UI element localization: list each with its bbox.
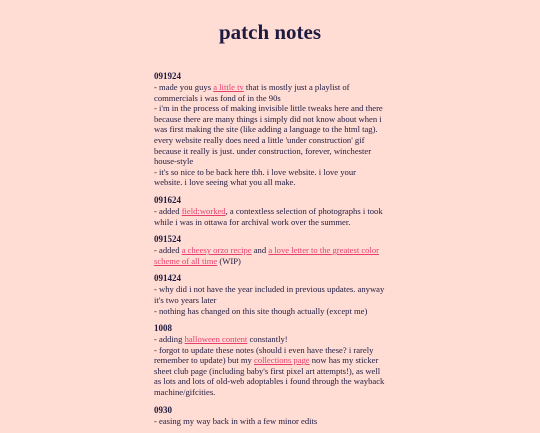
entry-text: - adding (154, 334, 185, 345)
color-scheme-letter-link[interactable]: a love letter to the greatest color scheme of all time (154, 245, 380, 266)
entry-text: - forgot to update these notes (should i even have these? i rarely remember to update) but my (154, 344, 374, 366)
entry-item (154, 206, 386, 227)
entry-date: 091424 (154, 273, 181, 284)
page-title: patch notes (218, 20, 322, 44)
field-worked-link[interactable]: field:worked (181, 205, 226, 216)
entry-text: and (251, 245, 269, 256)
entry-091524 (154, 234, 386, 266)
entry-item: - why did i not have the year included in previous updates. anyway it's two years later (154, 284, 385, 305)
entry-item (154, 82, 386, 103)
entry-date: 091624 (154, 194, 181, 205)
entry-0930 (154, 405, 386, 427)
entry-date: 0930 (154, 404, 172, 415)
entry-item (154, 245, 386, 266)
entry-091624 (154, 195, 386, 227)
patch-notes-list (154, 71, 386, 433)
entry-text: - added (154, 205, 182, 216)
halloween-content-link[interactable]: halloween content (184, 334, 248, 345)
entry-text: (WIP) (217, 255, 241, 266)
entry-date: 091924 (154, 71, 181, 81)
entry-item: - easing my way back in with a few minor edits (154, 415, 318, 426)
entry-091924 (154, 71, 386, 188)
entry-1008 (154, 323, 386, 398)
entry-text: - made you guys (154, 82, 214, 92)
collections-page-link[interactable]: collections page (254, 355, 310, 366)
entry-date: 091524 (154, 234, 181, 245)
entry-text: , a contextless selection of photographs i took while i was in ottawa for archival work over the summer. (154, 205, 383, 227)
entry-text: constantly! (247, 334, 288, 345)
entry-text: now has my sticker sheet club page (including baby's first pixel art attempts!), as well as lots and lots of old-web adoptables i found through the wayback machine/gifcities. (154, 355, 385, 398)
cheesy-orzo-recipe-link[interactable]: a cheesy orzo recipe (181, 245, 252, 256)
entry-item (154, 334, 386, 345)
entry-item: - nothing has changed on this site though actually (except me) (154, 305, 368, 316)
entry-text: that is mostly just a playlist of commercials i was fond of in the 90s (154, 82, 350, 103)
entry-item (154, 345, 386, 398)
entry-item: - i'm in the process of making invisible little tweaks here and there because there are many things i simply did not know about when i was first making the site (like adding a language to the html tag). every website really does need a little 'under construction' gif because it really is just. under construction, forever, winchester house-style (154, 103, 383, 167)
entry-date: 1008 (154, 323, 172, 334)
little-tv-link[interactable]: a little tv (213, 82, 244, 92)
entry-091424 (154, 273, 386, 316)
entry-text: - added (154, 245, 182, 256)
entry-item: - it's so nice to be back here tbh. i love website. i love your website. i love seeing what you all make. (154, 166, 357, 188)
